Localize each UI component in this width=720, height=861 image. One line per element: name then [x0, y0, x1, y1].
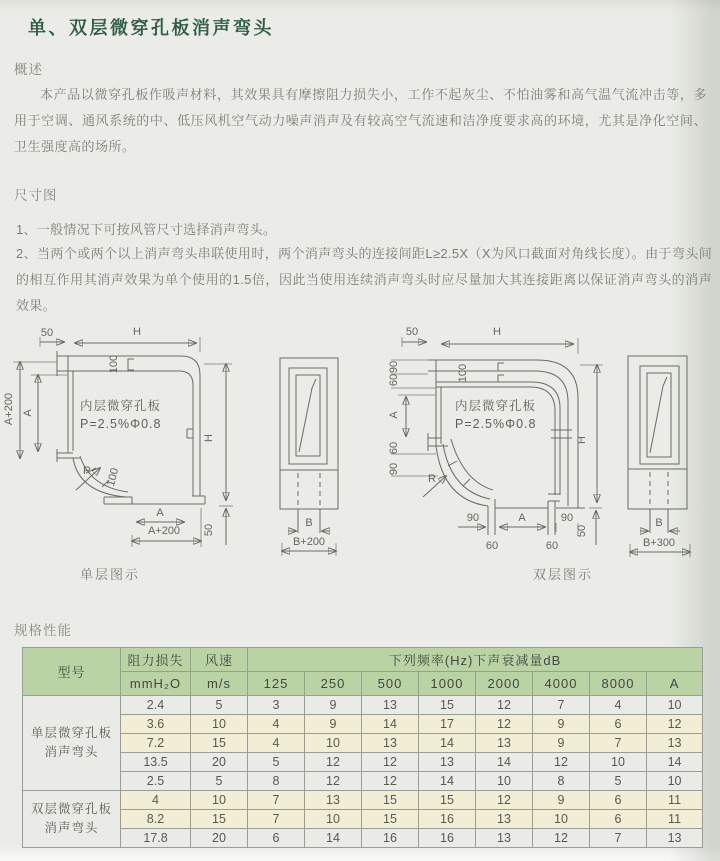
dim-a-bottom-single: A — [156, 507, 164, 519]
table-cell: 9 — [305, 715, 362, 734]
dim-h-top-double: H — [493, 326, 501, 338]
caption-double: 双层图示 — [532, 567, 594, 582]
table-cell: 6 — [248, 829, 305, 848]
dim-b200: B+200 — [292, 536, 326, 548]
table-cell: 15 — [191, 810, 248, 829]
dim-50-top-double: 50 — [405, 326, 419, 338]
table-cell: 15 — [191, 734, 248, 753]
table-cell: 10 — [191, 715, 248, 734]
table-cell: 7 — [533, 696, 590, 715]
col-header-1000: 1000 — [419, 672, 476, 696]
dimension-diagrams — [0, 318, 720, 596]
table-cell: 16 — [419, 829, 476, 848]
table-cell: 11 — [647, 791, 703, 810]
table-cell: 12 — [533, 753, 590, 772]
table-cell: 2.5 — [121, 772, 191, 791]
col-header-speed-unit: m/s — [191, 672, 248, 696]
dim-90-bottom-right: 90 — [560, 512, 574, 524]
table-cell: 13 — [362, 696, 419, 715]
table-cell: 14 — [476, 753, 533, 772]
table-cell: 12 — [305, 753, 362, 772]
table-cell: 10 — [305, 810, 362, 829]
table-cell: 5 — [590, 772, 647, 791]
table-cell: 8 — [248, 772, 305, 791]
dim-h-right-single: H — [203, 434, 215, 442]
table-cell: 20 — [191, 829, 248, 848]
table-cell: 13 — [305, 791, 362, 810]
table-cell: 12 — [362, 772, 419, 791]
table-row — [23, 734, 703, 753]
table-row — [23, 791, 703, 810]
table-cell: 12 — [476, 715, 533, 734]
table-cell: 10 — [191, 791, 248, 810]
dim-90-left-top: 90 — [388, 360, 400, 374]
table-cell: 16 — [419, 810, 476, 829]
table-cell: 4 — [121, 791, 191, 810]
table-cell: 15 — [362, 791, 419, 810]
dim-b-right: B — [655, 517, 663, 529]
col-header-250: 250 — [305, 672, 362, 696]
col-header-4000: 4000 — [533, 672, 590, 696]
dim-60-left-top: 60 — [388, 373, 400, 387]
table-cell: 11 — [647, 810, 703, 829]
dimension-note-1: 1、一般情况下可按风管尺寸选择消声弯头。 — [16, 222, 277, 237]
table-cell: 4 — [590, 696, 647, 715]
model-cell-single — [23, 696, 121, 791]
table-row — [23, 829, 703, 848]
table-cell: 13 — [362, 734, 419, 753]
page-title: 单、双层微穿孔板消声弯头 — [28, 18, 274, 38]
dim-h-top-single: H — [133, 326, 141, 338]
table-cell: 12 — [533, 829, 590, 848]
table-cell: 16 — [362, 829, 419, 848]
overview-paragraph: 本产品以微穿孔板作吸声材料，其效果具有摩擦阻力损失小，工作不起灰尘、不怕油雾和高气温气流冲击等，多用于空调、通风系统的中、低压风机空气动力噪声消声及有较高空气流速和洁净度要求高的环境，尤其是净化空间、卫生强度高的场所。 — [14, 87, 707, 154]
table-cell: 2.4 — [121, 696, 191, 715]
model-line-2: 消声弯头 — [44, 745, 99, 759]
table-row — [23, 715, 703, 734]
table-cell: 12 — [305, 772, 362, 791]
single-panel-label-2: P=2.5%Φ0.8 — [80, 417, 162, 431]
table-row — [23, 753, 703, 772]
table-cell: 14 — [305, 829, 362, 848]
overview-heading: 概述 — [14, 62, 43, 77]
table-cell: 17 — [419, 715, 476, 734]
table-cell: 13 — [476, 810, 533, 829]
table-cell: 7 — [248, 791, 305, 810]
dim-100-top-double: 100 — [457, 363, 469, 383]
table-cell: 4 — [248, 734, 305, 753]
dim-100-top-single: 100 — [108, 354, 120, 374]
single-panel-label-1: 内层微穿孔板 — [80, 399, 162, 413]
specs-heading: 规格性能 — [14, 623, 72, 638]
double-panel-label-2: P=2.5%Φ0.8 — [455, 417, 537, 431]
dim-b300: B+300 — [642, 537, 676, 549]
dim-90-bottom-left: 90 — [466, 512, 480, 524]
table-cell: 17.8 — [121, 829, 191, 848]
table-cell: 12 — [362, 753, 419, 772]
table-cell: 10 — [476, 772, 533, 791]
dim-r-single: R — [83, 465, 91, 477]
model-line-1: 双层微穿孔板 — [30, 801, 112, 816]
model-cell-double — [23, 791, 121, 848]
single-elbow-drawing — [3, 326, 233, 582]
col-header-speed: 风速 — [191, 648, 248, 672]
table-cell: 9 — [533, 715, 590, 734]
dim-60-leg-right: 60 — [545, 540, 559, 552]
dim-b-middle: B — [305, 517, 313, 529]
dim-60-leg-left: 60 — [485, 540, 499, 552]
table-cell: 15 — [419, 696, 476, 715]
double-elbow-drawing — [388, 326, 603, 582]
col-header-pressure-unit: mmH₂O — [121, 672, 191, 696]
table-cell: 7.2 — [121, 734, 191, 753]
table-cell: 14 — [362, 715, 419, 734]
table-cell: 13 — [647, 829, 703, 848]
table-cell: 14 — [419, 734, 476, 753]
col-header-8000: 8000 — [590, 672, 647, 696]
dim-a200-left: A+200 — [3, 392, 15, 426]
dim-a200-bottom-single: A+200 — [147, 525, 181, 537]
table-cell: 10 — [647, 772, 703, 791]
double-panel-label-1: 内层微穿孔板 — [455, 399, 537, 413]
table-cell: 15 — [362, 810, 419, 829]
dim-100-curve-single: 100 — [104, 466, 122, 488]
table-cell: 5 — [248, 753, 305, 772]
table-cell: 10 — [590, 753, 647, 772]
dimension-note-2: 2、当两个或两个以上消声弯头串联使用时，两个消声弯头的连接间距L≥2.5X（X为风口截面对角线长度）。由于弯头间的相互作用其消声效果为单个使用的1.5倍，因此当使用连续消声弯头时应尽量加大其连接距离以保证消声弯头的消声效果。 — [16, 246, 712, 313]
table-cell: 9 — [533, 791, 590, 810]
dim-h-right-double: H — [576, 436, 588, 444]
col-header-a: A — [647, 672, 703, 696]
dim-a-left: A — [22, 409, 34, 417]
table-cell: 9 — [305, 696, 362, 715]
table-cell: 4 — [248, 715, 305, 734]
table-cell: 8 — [533, 772, 590, 791]
table-cell: 14 — [419, 772, 476, 791]
dim-50-top-left: 50 — [40, 327, 54, 339]
col-header-500: 500 — [362, 672, 419, 696]
spec-table — [22, 647, 703, 848]
table-cell: 10 — [305, 734, 362, 753]
table-cell: 3 — [248, 696, 305, 715]
table-cell: 6 — [590, 715, 647, 734]
table-cell: 9 — [533, 734, 590, 753]
table-cell: 13 — [419, 753, 476, 772]
dim-50-bottom-single: 50 — [203, 523, 215, 537]
table-cell: 13 — [476, 829, 533, 848]
dim-r-double: R — [428, 473, 436, 485]
table-cell: 6 — [590, 791, 647, 810]
table-cell: 5 — [191, 772, 248, 791]
double-section-drawing — [628, 356, 690, 557]
dim-50-bottom-double: 50 — [576, 524, 588, 538]
table-cell: 3.6 — [121, 715, 191, 734]
dim-a-left-double: A — [388, 411, 400, 419]
table-cell: 7 — [248, 810, 305, 829]
caption-single: 单层图示 — [79, 567, 141, 582]
table-cell: 12 — [647, 715, 703, 734]
single-section-drawing — [280, 358, 338, 556]
dim-60-left-mid: 60 — [388, 441, 400, 455]
model-line-1: 单层微穿孔板 — [30, 725, 112, 740]
dim-a-bottom-double: A — [518, 512, 526, 524]
table-cell: 12 — [476, 696, 533, 715]
table-cell: 7 — [590, 734, 647, 753]
dimensions-heading: 尺寸图 — [14, 188, 58, 203]
table-cell: 8.2 — [121, 810, 191, 829]
table-cell: 7 — [590, 829, 647, 848]
table-cell: 14 — [647, 753, 703, 772]
col-header-2000: 2000 — [476, 672, 533, 696]
table-cell: 13 — [647, 734, 703, 753]
table-cell: 10 — [647, 696, 703, 715]
table-cell: 13 — [476, 734, 533, 753]
col-header-pressure: 阻力损失 — [121, 648, 191, 672]
col-header-125: 125 — [248, 672, 305, 696]
table-row — [23, 772, 703, 791]
col-header-model: 型号 — [23, 648, 121, 696]
model-line-2: 消声弯头 — [44, 821, 99, 835]
table-cell: 15 — [419, 791, 476, 810]
dim-90-left-bottom: 90 — [388, 462, 400, 476]
table-cell: 6 — [590, 810, 647, 829]
table-cell: 20 — [191, 753, 248, 772]
table-cell: 13.5 — [121, 753, 191, 772]
col-header-frequency: 下列频率(Hz)下声衰减量dB — [248, 648, 703, 672]
table-cell: 5 — [191, 696, 248, 715]
table-cell: 12 — [476, 791, 533, 810]
table-row — [23, 810, 703, 829]
table-cell: 10 — [533, 810, 590, 829]
table-row — [23, 696, 703, 715]
